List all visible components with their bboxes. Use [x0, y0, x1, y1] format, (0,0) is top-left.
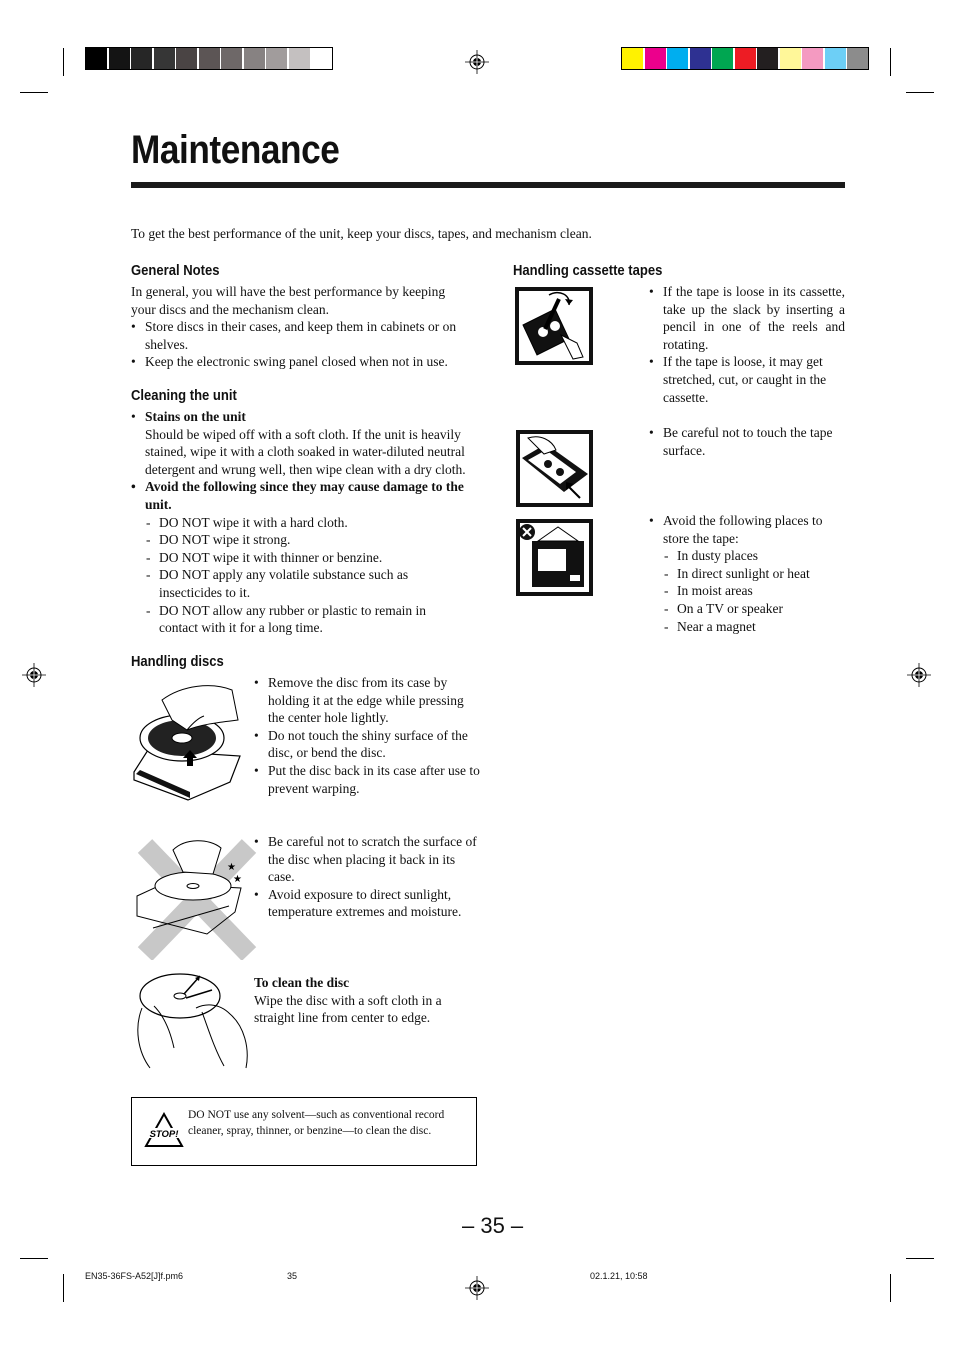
general-notes-line: In general, you will have the best performance by keeping	[131, 284, 446, 299]
page-title: Maintenance	[131, 128, 340, 172]
warning-box	[131, 1097, 477, 1166]
footer-date: 02.1.21, 10:58	[590, 1271, 648, 1281]
color-swatch	[802, 48, 823, 69]
list-item: • Avoid exposure to direct sunlight, temperature extremes and moisture.	[254, 886, 480, 921]
crop-mark	[890, 48, 891, 76]
gray-swatch	[176, 48, 197, 69]
disc-list-1	[254, 674, 480, 797]
color-swatch	[690, 48, 711, 69]
handling-tapes-group2	[649, 424, 845, 459]
clean-disc-label: To clean the disc	[254, 975, 350, 990]
cleaning-unit-body	[131, 408, 479, 637]
handling-tapes-group3	[649, 512, 845, 635]
list-item: • If the tape is loose in its cassette, take up the slack by inserting a pencil in one of the reels and rotating.	[649, 283, 845, 353]
general-notes-line: your discs and the mechanism clean.	[131, 301, 329, 317]
svg-text:★: ★	[227, 862, 236, 873]
crop-mark	[906, 92, 934, 93]
color-swatch	[645, 48, 666, 69]
gray-swatch	[109, 48, 130, 69]
list-item: • Put the disc back in its case after use to prevent warping.	[254, 762, 480, 797]
stop-warning-icon	[144, 1112, 184, 1148]
tape-list-3	[649, 512, 845, 635]
registration-mark-icon	[22, 663, 46, 687]
color-swatch	[847, 48, 868, 69]
list-item: • Be careful not to scratch the surface of the disc when placing it back in its case.	[254, 833, 480, 886]
gray-swatch	[131, 48, 152, 69]
color-swatch	[780, 48, 801, 69]
registration-mark-icon	[907, 663, 931, 687]
registration-mark-icon	[465, 1276, 489, 1300]
gray-swatch	[86, 48, 107, 69]
gray-swatch	[199, 48, 220, 69]
crop-mark	[890, 1274, 891, 1302]
cleaning-unit-list	[131, 408, 479, 514]
color-swatch	[757, 48, 778, 69]
crop-mark	[906, 1258, 934, 1259]
handling-discs-group2	[254, 833, 480, 921]
list-item: - In moist areas	[663, 582, 845, 600]
stains-label: Stains on the unit	[145, 409, 246, 424]
tape-list-1	[649, 283, 845, 406]
color-swatch	[712, 48, 733, 69]
storage-intro: Avoid the following places to store the tape:	[663, 513, 823, 546]
crop-mark	[63, 1274, 64, 1302]
crop-mark	[20, 1258, 48, 1259]
list-item: • If the tape is loose, it may get stretched, cut, or caught in the cassette.	[649, 353, 845, 406]
footer-page: 35	[287, 1271, 298, 1281]
list-item: - Near a magnet	[663, 618, 845, 636]
warning-text: DO NOT use any solvent—such as conventional record cleaner, spray, thinner, or benzine—to clean the disc.	[188, 1109, 445, 1137]
page-number: – 35 –	[462, 1213, 524, 1238]
list-item: - DO NOT wipe it with a hard cloth.	[145, 514, 445, 532]
list-item: - On a TV or speaker	[663, 600, 845, 618]
stop-label: STOP!	[149, 1129, 179, 1140]
handling-tapes-group1	[649, 283, 845, 406]
color-swatch	[622, 48, 643, 69]
grayscale-color-bar	[85, 47, 333, 70]
intro-text: To get the best performance of the unit, keep your discs, tapes, and mechanism clean.	[131, 226, 592, 241]
list-item: • Remove the disc from its case by holding it at the edge while pressing the center hole lightly.	[254, 674, 480, 727]
avoid-list	[145, 514, 445, 637]
list-item: • Be careful not to touch the tape surface.	[649, 424, 845, 459]
list-item: - In direct sunlight or heat	[663, 565, 845, 583]
gray-swatch	[221, 48, 242, 69]
gray-swatch	[154, 48, 175, 69]
list-item: - DO NOT wipe it strong.	[145, 531, 445, 549]
disc-list-2	[254, 833, 480, 921]
process-color-bar	[621, 47, 869, 70]
list-item	[131, 408, 479, 478]
handling-tapes-heading: Handling cassette tapes	[513, 263, 663, 279]
color-swatch	[825, 48, 846, 69]
handling-discs-group1	[254, 674, 480, 797]
crop-mark	[20, 92, 48, 93]
general-notes-body	[131, 283, 481, 371]
gray-swatch	[266, 48, 287, 69]
general-notes-heading: General Notes	[131, 263, 220, 279]
list-item	[649, 512, 845, 635]
avoid-label: • Avoid the following since they may cause damage to the unit.	[131, 478, 479, 513]
cassette-touch-illustration-icon	[516, 430, 593, 507]
list-item: • Store discs in their cases, and keep them in cabinets or on shelves.	[131, 318, 461, 353]
color-swatch	[735, 48, 756, 69]
gray-swatch	[244, 48, 265, 69]
cleaning-unit-heading: Cleaning the unit	[131, 388, 237, 404]
title-rule	[131, 182, 845, 188]
cassette-pencil-illustration-icon	[515, 287, 593, 365]
disc-cleaning-illustration-icon	[134, 968, 254, 1072]
crop-mark	[63, 48, 64, 76]
footer-file: EN35-36FS-A52[J]f.pm6	[85, 1271, 184, 1281]
list-item: • Keep the electronic swing panel closed when not in use.	[131, 353, 485, 371]
disc-scratch-warning-illustration-icon	[133, 836, 259, 960]
disc-removal-illustration-icon	[132, 680, 244, 802]
tape-storage-warning-illustration-icon	[516, 519, 593, 596]
list-item: - DO NOT apply any volatile substance such as insecticides to it.	[145, 566, 434, 601]
list-item: - DO NOT allow any rubber or plastic to remain in contact with it for a long time.	[145, 602, 459, 637]
storage-avoid-list	[663, 547, 845, 635]
clean-disc-text: Wipe the disc with a soft cloth in a straight line from center to edge.	[254, 992, 442, 1026]
gray-swatch	[289, 48, 310, 69]
svg-text:★: ★	[233, 874, 242, 885]
general-notes-list	[131, 318, 461, 371]
list-item: • Do not touch the shiny surface of the disc, or bend the disc.	[254, 727, 480, 762]
clean-disc-block	[254, 974, 480, 1027]
tape-list-2	[649, 424, 845, 459]
list-item: - In dusty places	[663, 547, 845, 565]
color-swatch	[667, 48, 688, 69]
gray-swatch	[311, 48, 332, 69]
stains-text: Should be wiped off with a soft cloth. If the unit is heavily stained, wipe it with a cloth soaked in water-diluted neutral detergent and wrung well, then wipe clean with a dry cloth.	[145, 426, 466, 477]
registration-mark-icon	[465, 50, 489, 74]
list-item: - DO NOT wipe it with thinner or benzine.	[145, 549, 445, 567]
handling-discs-heading: Handling discs	[131, 654, 224, 670]
